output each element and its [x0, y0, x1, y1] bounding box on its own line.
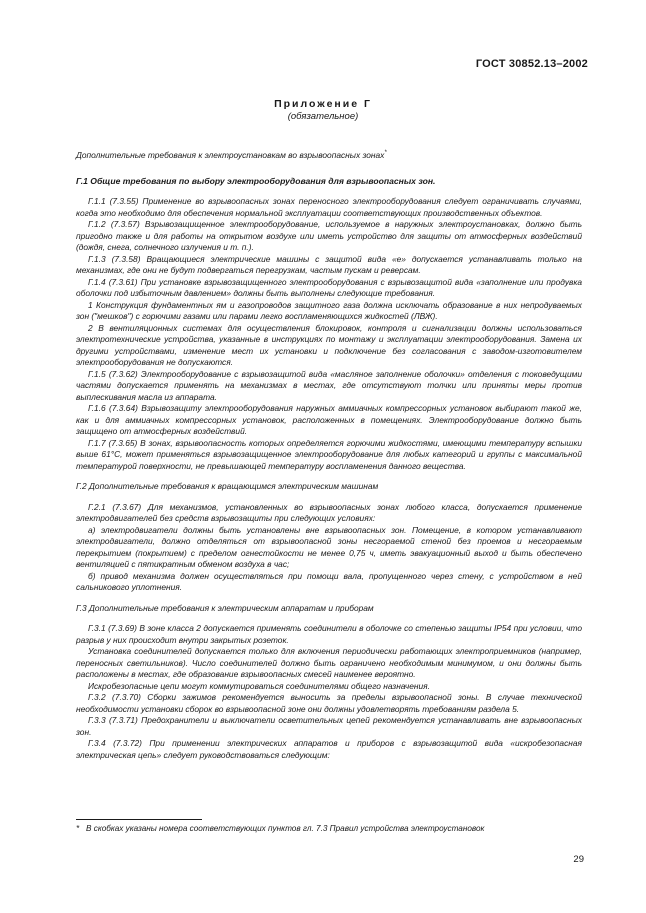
paragraph-g-3-1-connectors: Установка соединителей допускается только для включения периодически работающих электроприемников (например, переносных светильников). Число соединителей должно быть ограничено необходимым минимумом, и они должны быть расположены в местах, где образование взрывоопасных смесей наименее вероятно.	[76, 646, 582, 679]
intro-text: Дополнительные требования к электроустановкам во взрывоопасных зонах	[76, 150, 385, 160]
paragraph-g-2-1: Г.2.1 (7.3.67) Для механизмов, установленных во взрывоопасных зонах любого класса, допускается применение электродвигателей без средств взрывозащиты при следующих условиях:	[76, 501, 582, 523]
section-2-heading: Г.2 Дополнительные требования к вращающимся электрическим машинам	[76, 481, 379, 491]
paragraph-g-3-2: Г.3.2 (7.3.70) Сборки зажимов рекомендуется выносить за пределы взрывоопасной зоны. В случае технической необходимости установки сборок во взрывоопасной зоне они должны удовлетворять требованиям раздела 5.	[76, 692, 582, 714]
paragraph-g-1-2: Г.1.2 (7.3.57) Взрывозащищенное электрооборудование, используемое в наружных электроустановках, должно быть пригодно также и для работы на открытом воздухе или иметь устройство для защиты от атмосферных воздействий (дождя, снега, солнечного излучения и т. п.).	[76, 219, 582, 252]
paragraph-g-1-3: Г.1.3 (7.3.58) Вращающиеся электрические машины с защитой вида «е» допускается устанавливать только на механизмах, где они не будут подвергаться перегрузкам, частым пускам и реверсам.	[76, 253, 582, 275]
section-3-heading: Г.3 Дополнительные требования к электрическим аппаратам и приборам	[76, 602, 374, 613]
paragraph-g-1-5: Г.1.5 (7.3.62) Электрооборудование с взрывозащитой вида «масляное заполнение оболочки» отделения с токоведущими частями допускается применять на механизмах в местах, где отсутствуют толчки или приняты меры против выплескивания масла из аппарата.	[76, 368, 582, 402]
paragraph-g-3-4: Г.3.4 (7.3.72) При применении электрических аппаратов и приборов с взрывозащитой вида «искробезопасная электрическая цепь» следует руководствоваться следующим:	[76, 738, 582, 760]
footnote-mark: *	[76, 824, 80, 833]
paragraph-g-3-3: Г.3.3 (7.3.71) Предохранители и выключатели осветительных цепей рекомендуется устанавливать вне взрывоопасных зон.	[76, 715, 582, 737]
paragraph-g-2-1-a: а) электродвигатели должны быть установлены вне взрывоопасных зон. Помещение, в котором устанавливают электродвигатели, должно отделяться от взрывоопасной зоны несгораемой стеной без проемов и несгораемым перекрытием (покрытием) с пределом огнестойкости не менее 0,75 ч, иметь эвакуационный выход и быть обеспечено вентиляцией с пятикратным обменом воздуха в час;	[76, 524, 582, 569]
paragraph-g-3-1-intrinsic: Искробезопасные цепи могут коммутироваться соединителями общего назначения.	[88, 680, 430, 691]
section-1-heading: Г.1 Общие требования по выбору электрооборудования для взрывоопасных зон.	[76, 175, 436, 186]
appendix-subtitle: (обязательное)	[287, 111, 359, 122]
paragraph-g-1-4-item-2: 2 В вентиляционных системах для осуществления блокировок, контроля и сигнализации должны использоваться электротехнические устройства, указанные в инструкциях по монтажу и эксплуатации электрооборудования. Замена их другими устройствами, изменение мест их установки и подключение без согласования с заводом-изготовителем электрооборудования не допускаются.	[76, 322, 582, 367]
paragraph-g-1-1: Г.1.1 (7.3.55) Применение во взрывоопасных зонах переносного электрооборудования следует ограничивать случаями, когда это необходимо для обеспечения нормальной эксплуатации соответствующих производственных объектов.	[76, 196, 582, 218]
page-number: 29	[573, 854, 584, 865]
paragraph-g-1-7: Г.1.7 (7.3.65) В зонах, взрывоопасность которых определяется горючими жидкостями, имеющими температуру вспышки выше 61°С, может применяться взрывозащищенное электрооборудование для любых категорий и группы с максимальной температурой поверхности, не превышающей температуру воспламенения данного вещества.	[76, 437, 582, 471]
document-body	[76, 150, 582, 761]
footnote-reference: *	[384, 150, 387, 157]
paragraph-g-2-1-b: б) привод механизма должен осуществляться при помощи вала, пропущенного через стену, с устройством в ней сальникового уплотнения.	[76, 570, 582, 592]
document-number: ГОСТ 30852.13–2002	[475, 58, 588, 70]
footnote-text: В скобках указаны номера соответствующих пунктов гл. 7.3 Правил устройства электроустановок	[86, 824, 485, 833]
footnote	[76, 823, 582, 834]
intro-line	[76, 150, 582, 162]
paragraph-g-1-4: Г.1.4 (7.3.61) При установке взрывозащищенного электрооборудования с взрывозащитой вида «заполнение или продувка оболочки под избыточным давлением» должны быть выполнены следующие требования.	[76, 276, 582, 298]
footnote-divider	[76, 819, 202, 820]
appendix-title: Приложение Г	[274, 98, 372, 110]
paragraph-g-1-4-item-1: 1 Конструкция фундаментных ям и газопроводов защитного газа должна исключать образование в них непродуваемых зон ("мешков") с горючими газами или парами легко воспламеняющихся жидкостей (ЛВЖ).	[76, 299, 582, 321]
paragraph-g-1-6: Г.1.6 (7.3.64) Взрывозащиту электрооборудования наружных аммиачных компрессорных установок выбирают такой же, как и для аммиачных компрессорных установок, расположенных в помещениях. Электрооборудование должно быть защищено от атмосферных воздействий.	[76, 403, 582, 436]
paragraph-g-3-1: Г.3.1 (7.3.69) В зоне класса 2 допускается применять соединители в оболочке со степенью защиты IP54 при условии, что разрыв у них происходит внутри закрытых розеток.	[76, 623, 582, 645]
